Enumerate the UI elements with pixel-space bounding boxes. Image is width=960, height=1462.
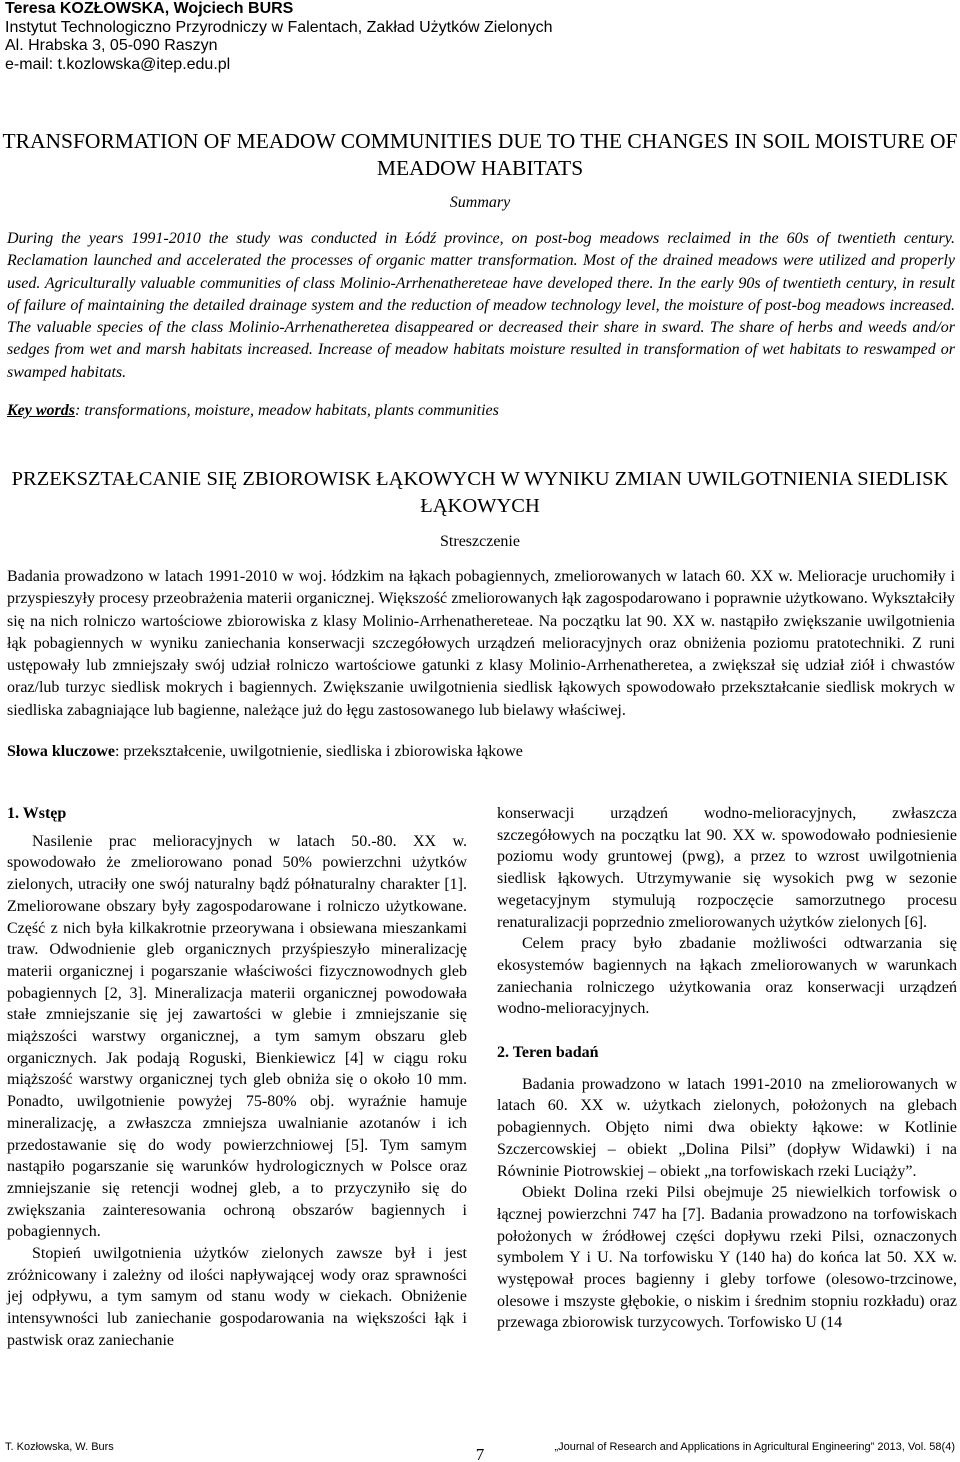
summary-pl: Badania prowadzono w latach 1991-2010 w woj. łódzkim na łąkach pobagiennych, zmeliorowanych w latach 60. XX w. Melioracje uruchomiły i przyspieszyły procesy przeobrażenia materii organicznej. Większość zmeliorowanych łąk zagospodarowano i poprawnie użytkowano. Wykształciły się na nich rolniczo wartościowe zbiorowiska z klasy Molinio-Arrhenathereteae. Na początku lat 90. XX w. nastąpiło zwiększanie uwilgotnienia łąk pobagiennych w wyniku zaniechania konserwacji szczegółowych urządzeń melioracyjnych oraz obniżenia poziomu pratotechniki. Z runi ustępowały lub zmniejszały swój udział rolniczo wartościowe gatunki z klasy Molinio-Arrhenatheretea, a zwiększał się udział ziół i chwastów oraz/lub turzyc siedlisk mokrych i bagiennych. Zwiększanie uwilgotnienia siedlisk łąkowych spowodowało przekształcanie siedlisk mokrych w siedliska zabagniające lub bagienne, należące już do łęgu zastosowanego lub bielawy właściwej. — [7, 568, 955, 719]
paper-title-en: TRANSFORMATION OF MEADOW COMMUNITIES DUE TO THE CHANGES IN SOIL MOISTURE OF MEADOW HABITATS — [2, 129, 958, 180]
right-column — [497, 803, 957, 1334]
summary-en: During the years 1991-2010 the study was conducted in Łódź province, on post-bog meadows reclaimed in the 60s of twentieth century. Reclamation launched and accelerated the processes of organic matter transformation. Most of the drained meadows were utilized and properly used. Agriculturally valuable communities of class Molinio-Arrhenathereteae have developed there. In the early 90s of twentieth century, in result of failure of maintaining the detailed drainage system and the reduction of meadow technology level, the moisture of post-bog meadows increased. The valuable species of the class Molinio-Arrhenatheretea disappeared or decreased their share in sward. The share of herbs and weeds and/or sedges from wet and marsh habitats increased. Increase of meadow habitats moisture resulted in transformation of wet habitats to reswamped or swamped habitats. — [7, 230, 955, 381]
paper-title-pl: PRZEKSZTAŁCANIE SIĘ ZBIOROWISK ŁĄKOWYCH W WYNIKU ZMIAN UWILGOTNIENIA SIEDLISK ŁĄKOWYCH — [11, 468, 949, 517]
area-paragraph-1: Badania prowadzono w latach 1991-2010 na zmeliorowanych w latach 60. XX w. użytkach zielonych, położonych na glebach pobagiennych. Objęto nimi dwa obiekty łąkowe: w Kotlinie Szczercowskiej – obiekt „Dolina Pilsi” (dopływ Widawki) i na Równinie Piotrowskiej – obiekt „na torfowiskach rzeki Luciąży”. — [497, 1075, 957, 1180]
keywords-en — [7, 402, 955, 420]
keywords-pl — [7, 743, 955, 761]
author-header — [5, 0, 553, 74]
intro-paragraph-2: Stopień uwilgotnienia użytków zielonych zawsze był i jest zróżnicowany i zależny od ilości napływającej wody oraz sprawności jej odpływu, a tym samym od stanu wody w ciekach. Obniżenie intensywności lub zaniechanie gospodarowania na większości łąk i pastwisk oraz zaniechanie — [7, 1245, 467, 1349]
footer-journal: „Journal of Research and Applications in Agricultural Engineering” 2013, Vol. 58(4) — [554, 1441, 955, 1453]
authors: Teresa KOZŁOWSKA, Wojciech BURS — [5, 0, 294, 17]
intro-heading: 1. Wstęp — [7, 805, 67, 822]
keywords-label-pl: Słowa kluczowe — [7, 743, 115, 760]
right-paragraph-2: Celem pracy było zbadanie możliwości odtwarzania się ekosystemów bagiennych na łąkach zmeliorowanych w warunkach zaniechania rolniczego użytkowania oraz konserwacji urządzeń wodno-melioracyjnych. — [497, 935, 957, 1018]
page-number: 7 — [475, 1445, 485, 1462]
address: Al. Hrabska 3, 05-090 Raszyn — [5, 37, 218, 54]
left-column — [7, 803, 467, 1352]
intro-paragraph-1: Nasilenie prac melioracyjnych w latach 50.-80. XX w. spowodowało że zmeliorowano ponad 50% powierzchni użytków zielonych, utraciły one swój naturalny bądź półnaturalny charakter [1]. Zmeliorowane obszary były zagospodarowane i rolniczo użytkowane. Część z nich była kilkakrotnie przeorywana i obsiewana mieszankami traw. Odwodnienie gleb organicznych przyśpieszyło mineralizację materii organicznej i pogarszanie właściwości fizycznowodnych gleb pobagiennych [2, 3]. Mineralizacja materii organicznej powodowała stałe zmniejszanie się jej zawartości w glebie i zmniejszanie się miąższości warstwy organicznej, a tym samym obszaru gleb organicznych. Jak podają Roguski, Bienkiewicz [4] w ciągu roku miąższość warstwy organicznej tych gleb obniża się o około 10 mm. Ponadto, uwilgotnienie powyżej 75-80% obj. wyraźnie hamuje mineralizację, a zwłaszcza zmniejsza uwalnianie azotanów i ich przedostawanie się do wody powierzchniowej [5]. Tym samym nastąpiło pogarszanie się warunków hydrologicznych w Polsce oraz zmniejszanie się retencji wodnej gleb, a to przyczyniło się do zwiększania zainteresowania ochroną obszarów bagiennych i pobagiennych. — [7, 832, 467, 1241]
email: e-mail: t.kozlowska@itep.edu.pl — [5, 55, 231, 73]
area-heading: 2. Teren badań — [497, 1044, 599, 1062]
summary-label: Summary — [449, 194, 511, 211]
footer-authors: T. Kozłowska, W. Burs — [5, 1441, 114, 1453]
keywords-text-pl: : przekształcenie, uwilgotnienie, siedliska i zbiorowiska łąkowe — [115, 743, 523, 760]
right-paragraph-1: konserwacji urządzeń wodno-melioracyjnych, zwłaszcza szczegółowych na początku lat 90. XX w. spowodowało podniesienie poziomu wody gruntowej (pwg), a przez to wzrost uwilgotnienia siedlisk łąkowych. Utrzymywanie się wysokich pwg w sezonie wegetacyjnym stymulują rozpoczęcie samorzutnego procesu renaturalizacji poprzednio zmeliorowanych użytków zielonych [6]. — [497, 805, 957, 931]
streszczenie-label: Streszczenie — [440, 533, 520, 550]
keywords-text-en: : transformations, moisture, meadow habitats, plants communities — [75, 402, 499, 419]
area-paragraph-2: Obiekt Dolina rzeki Pilsi obejmuje 25 niewielkich torfowisk o łącznej powierzchni 747 ha [7]. Badania prowadzono na torfowiskach położonych w źródłowej części dopływu rzeki Pilsi, oznaczonych symbolem Y i U. Na torfowisku Y (140 ha) do końca lat 50. XX w. występował proces bagienny i gleby torfowe (olesowo-trzcinowe, olesowe i mszyste głębokie, o niskim i średnim stopniu rozkładu) oraz przewaga zbiorowisk turzycowych. Torfowisko U (14 — [497, 1184, 957, 1332]
institute: Instytut Technologiczno Przyrodniczy w Falentach, Zakład Użytków Zielonych — [5, 18, 553, 36]
keywords-label-en: Key words — [7, 402, 75, 419]
